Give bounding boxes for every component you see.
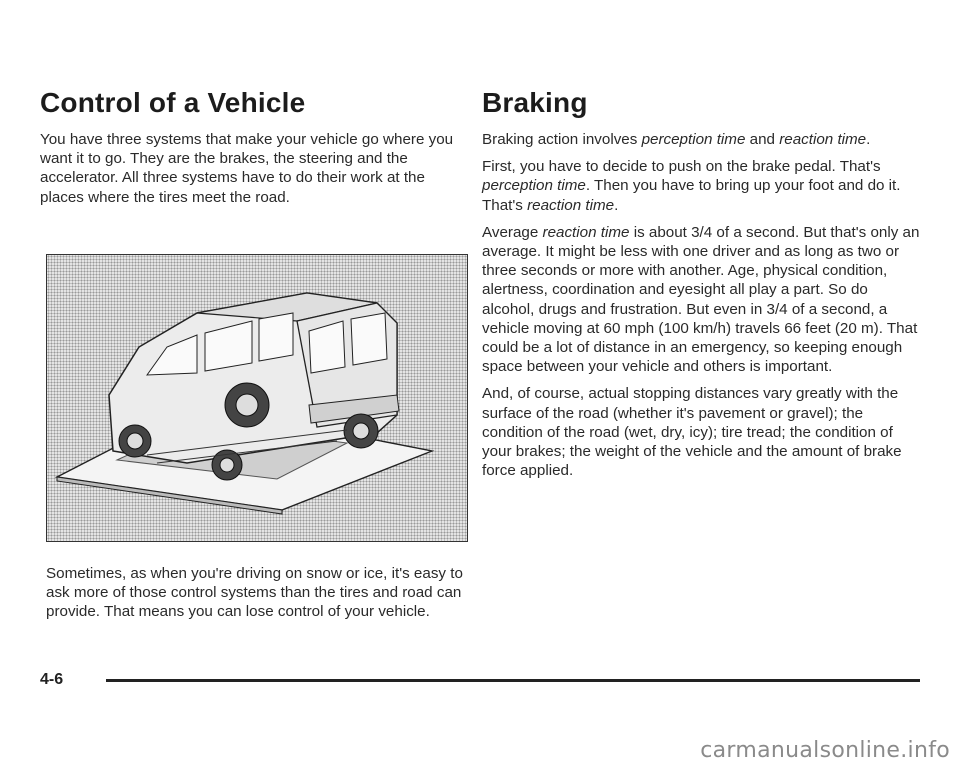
- paragraph-snow-ice: Sometimes, as when you're driving on snow or ice, it's easy to ask more of those control systems than the tires and road can provide. That means you can lose control of your vehicle.: [46, 565, 463, 621]
- left-bottom-text: [46, 564, 468, 630]
- italic-term: perception time: [641, 131, 746, 148]
- paragraph-first-decide: [482, 157, 922, 215]
- text-run: Braking action involves: [482, 131, 642, 148]
- watermark-text: carmanualsonline.info: [700, 738, 950, 763]
- heading-braking: Braking: [482, 87, 588, 118]
- heading-control-of-a-vehicle: Control of a Vehicle: [40, 87, 306, 118]
- text-run: .: [866, 131, 871, 148]
- italic-term: perception time: [482, 177, 586, 195]
- italic-term: reaction time: [542, 223, 630, 241]
- paragraph-braking-action: [482, 130, 922, 149]
- right-column: [482, 86, 922, 488]
- van-drawing-icon: [47, 255, 467, 541]
- text-run: .: [614, 196, 619, 214]
- italic-term: reaction time: [779, 131, 867, 148]
- text-run: First, you have to decide to push on the brake pedal. That's: [482, 158, 881, 176]
- paragraph-three-systems: You have three systems that make your vehicle go where you want it to go. They are the brakes, the steering and the accelerator. All three systems have to do their work at the places where the tires meet the road.: [40, 131, 454, 206]
- left-column: [40, 86, 472, 215]
- text-run: is about 3/4 of a second. But that's only an average. It might be less with one driver and as long as two or three seconds or more with another. Age, physical condition, alertness, coordination and eyesight all play a part. So do alcohol, drugs and frustration. But even in 3/4 of a second, a vehicle moving at 60 mph (100 km/h) travels 66 feet (20 m). That could be a lot of distance in an emergency, so keeping enough space between your vehicle and others is important.: [482, 223, 920, 376]
- van-on-road-illustration: [46, 254, 468, 542]
- text-run: . Then you have to bring up your foot and do it. That's: [482, 177, 901, 214]
- text-run: Average: [482, 223, 543, 241]
- text-run: and: [745, 131, 780, 148]
- paragraph-stopping-distances: And, of course, actual stopping distances vary greatly with the surface of the road (whether it's pavement or gravel); the condition of the road (wet, dry, icy); tire tread; the condition of your brakes; the weight of the vehicle and the amount of brake force applied.: [482, 385, 902, 480]
- paragraph-average-reaction: [482, 223, 922, 377]
- italic-term: reaction time: [527, 196, 615, 214]
- page-number: 4-6: [40, 671, 64, 688]
- footer-rule: [106, 679, 920, 682]
